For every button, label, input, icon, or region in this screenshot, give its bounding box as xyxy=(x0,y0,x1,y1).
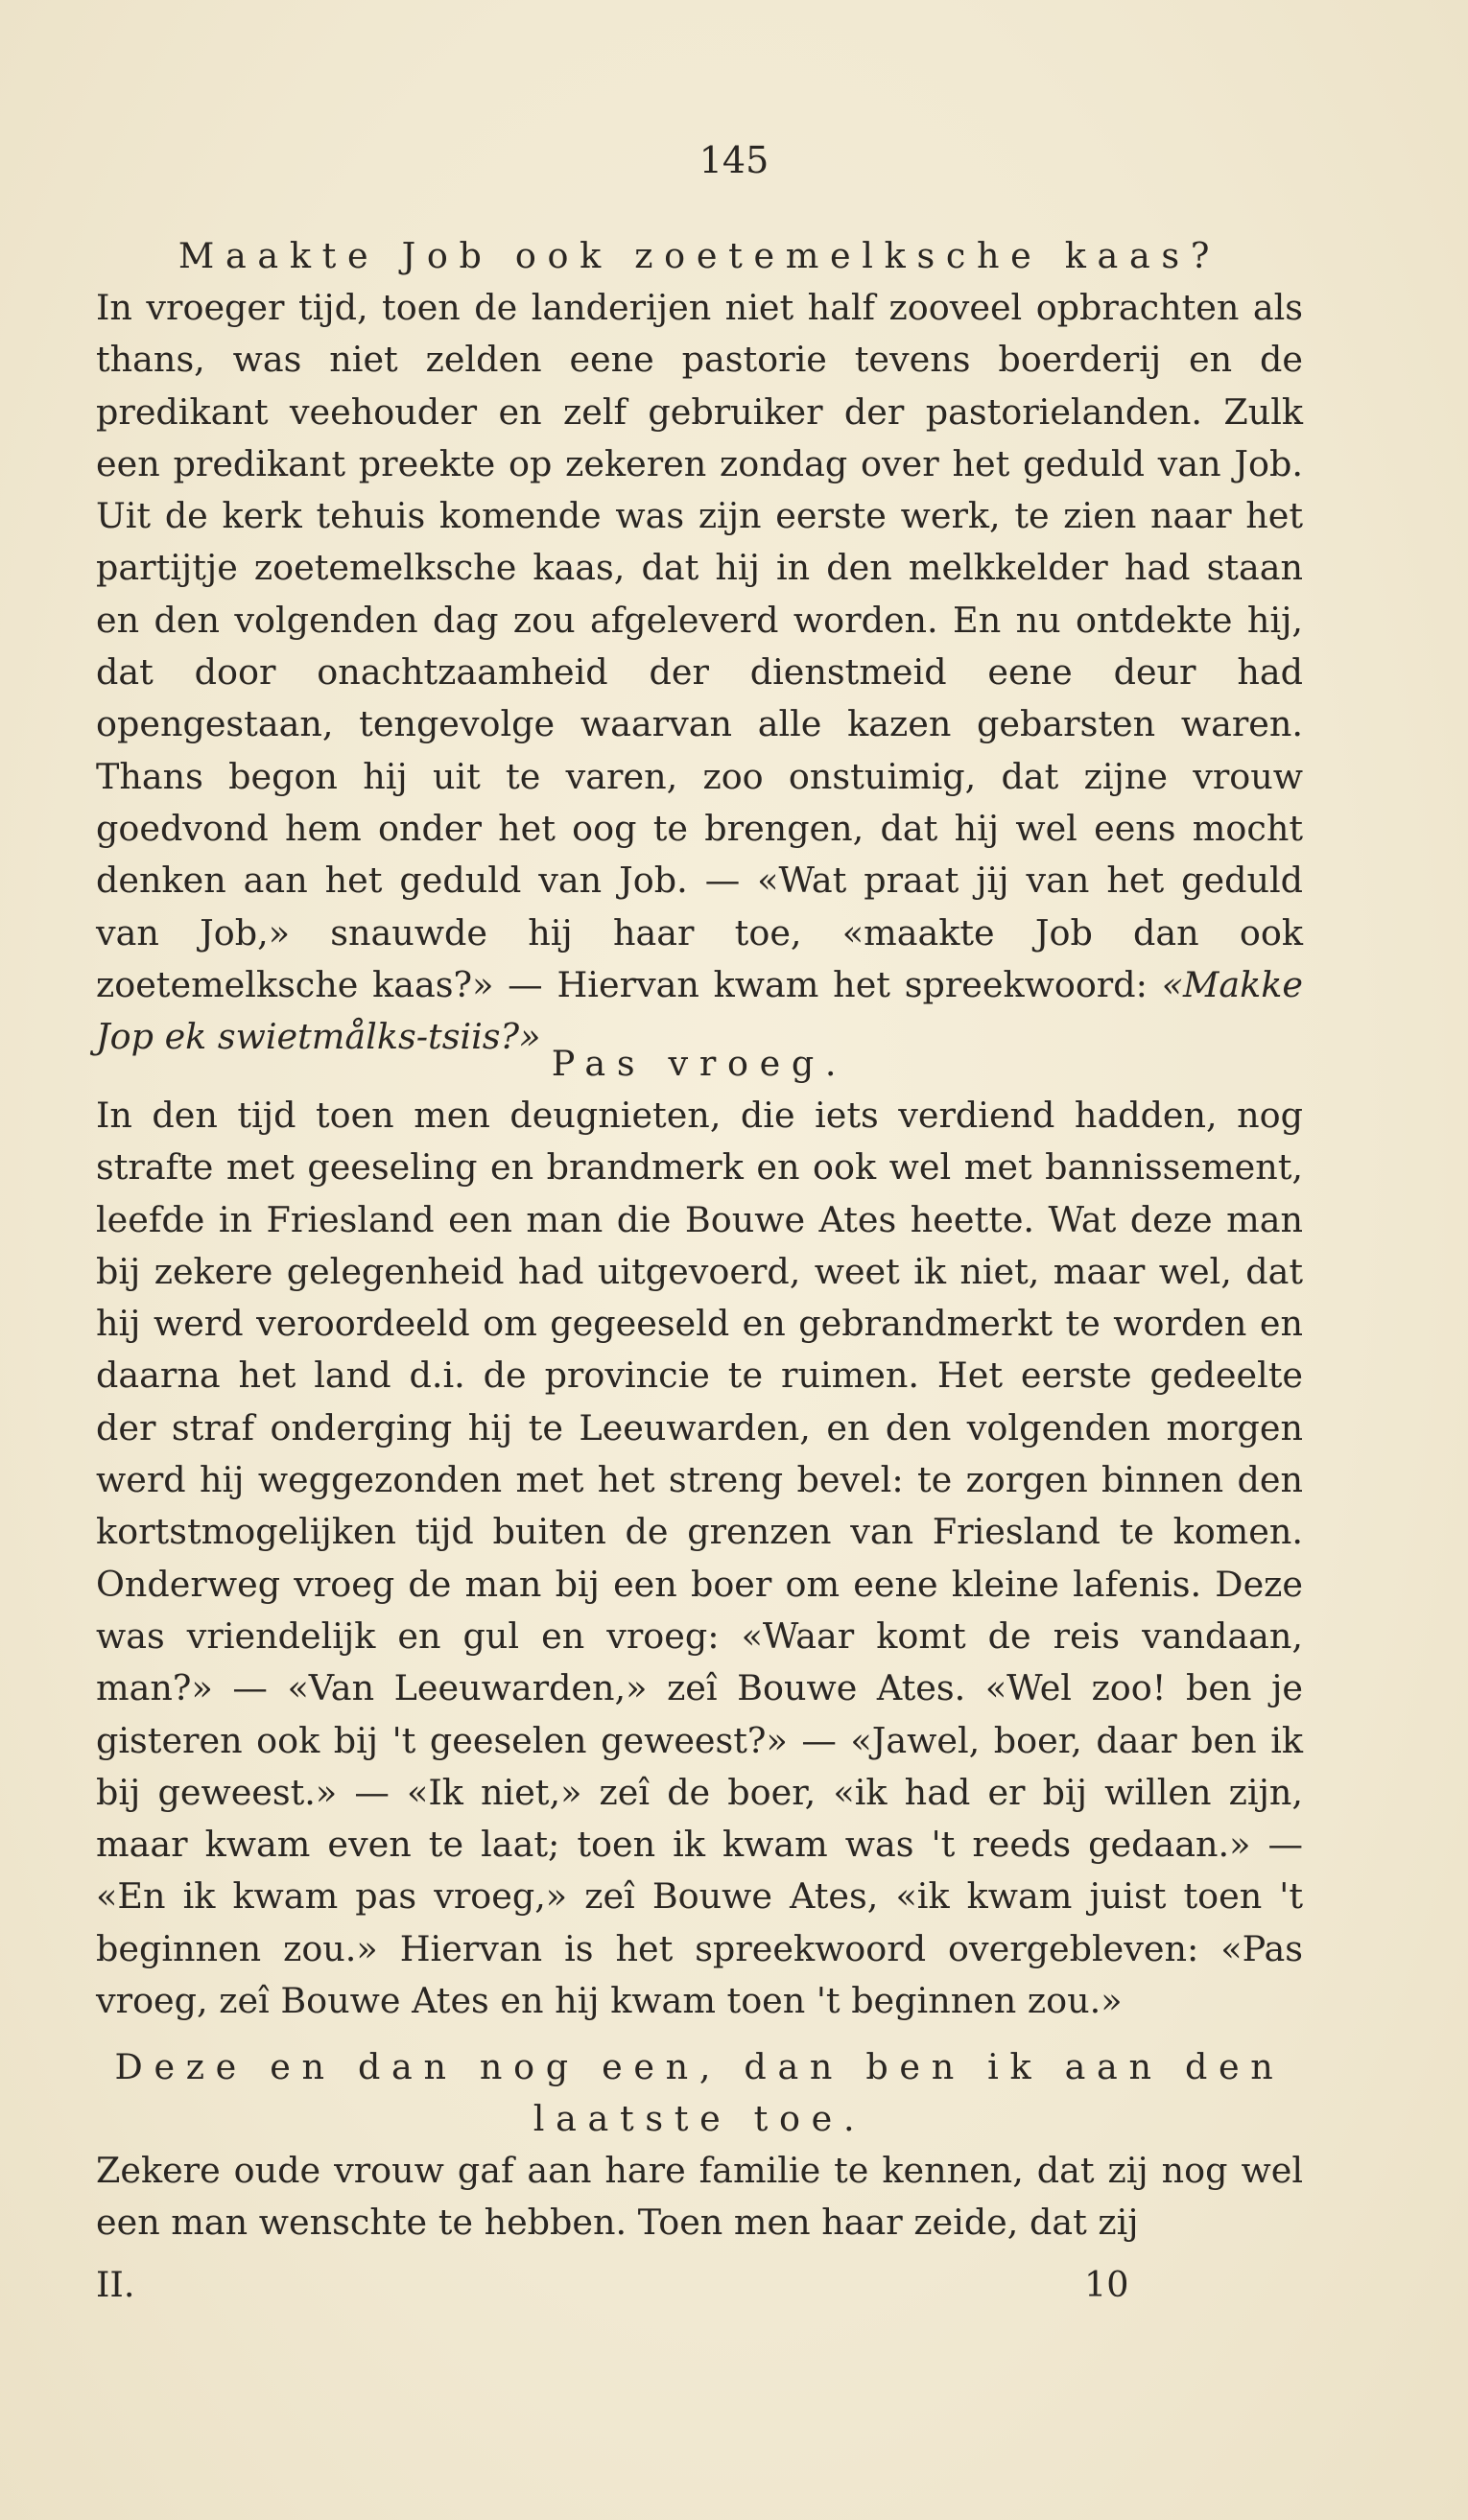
section-pas-vroeg xyxy=(96,1038,1303,2027)
section-title-line-2: laatste toe. xyxy=(533,2098,866,2139)
section-paragraph xyxy=(96,282,1303,1063)
section-title: Maakte Job ook zoetemelksche kaas? xyxy=(178,235,1221,276)
section-paragraph: In den tijd toen men deugnieten, die iets verdiend hadden, nog strafte met geeseling en brandmerk en ook wel met bannissement, leefde in Friesland een man die Bouwe Ates heette. Wat deze man bij zekere gelegenheid had uitgevoerd, weet ik niet, maar wel, dat hij werd veroordeeld om gegeeseld en gebrandmerkt te worden en daarna het land d.i. de provincie te ruimen. Het eerste gedeelte der straf onderging hij te Leeuwarden, en den volgenden morgen werd hij weggezonden met het streng bevel: te zorgen binnen den kortstmogelijken tijd buiten de grenzen van Friesland te komen. Onderweg vroeg de man bij een boer om eene kleine lafenis. Deze was vriendelijk en gul en vroeg: «Waar komt de reis vandaan, man?» — «Van Leeuwarden,» zeî Bouwe Ates. «Wel zoo! ben je gisteren ook bij 't geeselen geweest?» — «Jawel, boer, daar ben ik bij geweest.» — «Ik niet,» zeî de boer, «ik had er bij willen zijn, maar kwam even te laat; toen ik kwam was 't reeds gedaan.» — «En ik kwam pas vroeg,» zeî Bouwe Ates, «ik kwam juist toen 't beginnen zou.» Hiervan is het spreekwoord overgebleven: «Pas vroeg, zeî Bouwe Ates en hij kwam toen 't beginnen zou.» xyxy=(96,1095,1303,2022)
section-title-line-1: Deze en dan nog een, dan ben ik aan den xyxy=(114,2046,1285,2087)
page-number: 145 xyxy=(698,139,770,181)
section-title: Pas vroeg. xyxy=(551,1043,848,1084)
signature-mark: II. xyxy=(96,2264,135,2305)
proverb-text: «Makke Jop ek swietmålks-tsiis?» xyxy=(96,963,1303,1058)
signature-number: 10 xyxy=(1084,2264,1129,2305)
section-laatste xyxy=(96,2041,1303,2249)
section-paragraph: Zekere oude vrouw gaf aan hare familie te kennen, dat zij nog wel een man wenschte te hebben. Toen men haar zeide, dat zij xyxy=(96,2150,1303,2244)
paragraph-text: In vroeger tijd, toen de landerijen niet half zooveel opbrachten als thans, was niet zelden eene pastorie tevens boerderij en de predikant veehouder en zelf gebruiker der pastorielanden. Zulk een predikant preekte op zekeren zondag over het geduld van Job. Uit de kerk tehuis komende was zijn eerste werk, te zien naar het partijtje zoetemelksche kaas, dat hij in den melkkelder had staan en den volgenden dag zou afgeleverd worden. En nu ontdekte hij, dat door onachtzaamheid der dienstmeid eene deur had opengestaan, tengevolge waarvan alle kazen gebarsten waren. Thans begon hij uit te varen, zoo onstuimig, dat zijne vrouw goedvond hem onder het oog te brengen, dat hij wel eens mocht denken aan het geduld van Job. — «Wat praat jij van het geduld van Job,» snauwde hij haar toe, «maakte Job dan ook zoetemelksche kaas?» — Hiervan kwam het spreekwoord: xyxy=(96,287,1303,1005)
section-job xyxy=(96,230,1303,1063)
